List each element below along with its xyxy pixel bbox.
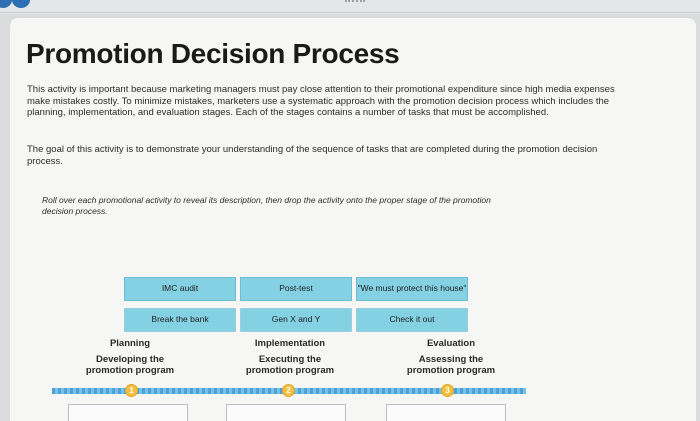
- stage-task: Developing the promotion program: [85, 353, 175, 376]
- nav-button-icon[interactable]: [0, 0, 12, 8]
- activity-tile-imc-audit[interactable]: IMC audit: [124, 277, 236, 301]
- instructions-text: Roll over each promotional activity to reveal its description, then drop the activity onto the proper stage of the promotion decision process.: [42, 195, 491, 216]
- drag-handle-icon[interactable]: [345, 0, 365, 3]
- activity-tile-post-test[interactable]: Post-test: [240, 277, 352, 301]
- stage-planning: [80, 338, 180, 377]
- stage-1-badge: 1: [125, 384, 138, 397]
- drop-zone-evaluation[interactable]: [386, 404, 506, 421]
- stage-task: Executing the promotion program: [245, 353, 335, 376]
- activity-tile-gen-x-y[interactable]: Gen X and Y: [240, 308, 352, 332]
- stage-3-badge: 3: [441, 384, 454, 397]
- stage-evaluation: [398, 338, 504, 377]
- drop-zone-implementation[interactable]: [226, 404, 346, 421]
- intro-paragraph: This activity is important because marketing managers must pay close attention to their promotional expenditure since high media expenses make mistakes costly. To minimize mistakes, marketers use a systematic approach with the promotion decision process which includes the planning, implementation, and evaluation stages. Each of the stages contains a number of tasks that must be accomplished.: [27, 84, 615, 118]
- stage-name: Evaluation: [426, 338, 476, 349]
- stage-2-badge: 2: [282, 384, 295, 397]
- activity-tile-check-it-out[interactable]: Check it out: [356, 308, 468, 332]
- stage-name: Implementation: [254, 338, 326, 349]
- goal-paragraph: The goal of this activity is to demonstrate your understanding of the sequence of tasks that are completed during the promotion decision process.: [27, 144, 598, 167]
- divider: [0, 12, 700, 13]
- drop-zone-planning[interactable]: [68, 404, 188, 421]
- browser-top-strip: [0, 0, 700, 14]
- nav-button-icon[interactable]: [12, 0, 30, 8]
- activity-tile-break-bank[interactable]: Break the bank: [124, 308, 236, 332]
- page-title: Promotion Decision Process: [26, 38, 400, 69]
- stage-name: Planning: [109, 338, 151, 349]
- activity-card: [10, 18, 696, 421]
- stage-implementation: [240, 338, 340, 377]
- activity-tile-protect-house[interactable]: "We must protect this house": [356, 277, 468, 301]
- stage-task: Assessing the promotion program: [406, 353, 496, 376]
